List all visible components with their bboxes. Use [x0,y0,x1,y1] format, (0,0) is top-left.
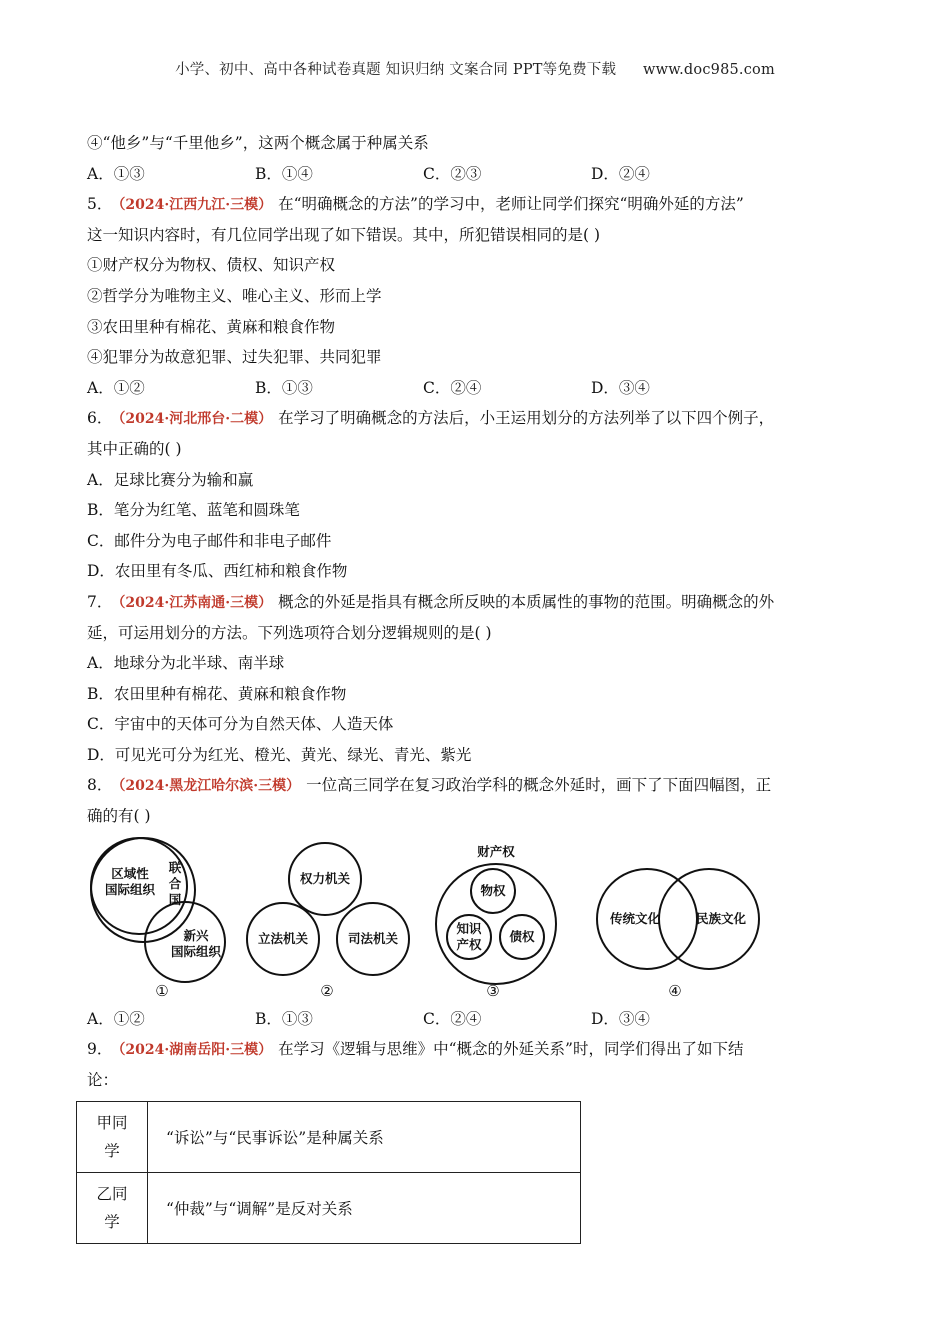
q9-number: 9． [87,1040,113,1059]
fig1-un-2: 合 [168,875,182,891]
option-b[interactable]: B．①③ [255,378,313,397]
q6-stem [87,403,867,434]
option-c[interactable]: C．②④ [423,1009,482,1028]
table-row [77,1102,581,1173]
q8-stem [87,770,867,801]
fig1-mark: ① [155,981,169,1000]
option-a[interactable]: A．足球比赛分为输和赢 [87,470,254,489]
fig3-top-label: 物权 [480,882,506,898]
q9-stem-line2: 论： [87,1070,119,1089]
q5-stem-line2: 这一知识内容时，有几位同学出现了如下错误。其中，所犯错误相同的是( ) [87,225,601,244]
option-d[interactable]: D．农田里有冬瓜、西红柿和粮食作物 [87,562,348,581]
q9-stem [87,1034,867,1065]
q9-stem-line1: 在学习《逻辑与思维》中“概念的外延关系”时，同学们得出了如下结 [278,1040,744,1059]
q8-diagrams [87,834,867,1004]
q7-stem [87,587,867,618]
q6-number: 6． [87,409,113,428]
q8-stem-line1: 一位高三同学在复习政治学科的概念外延时，画下了下面四幅图，正 [306,776,772,795]
option-b[interactable]: B．农田里种有棉花、黄麻和粮食作物 [87,684,347,703]
fig4-left-label: 传统文化 [609,910,661,926]
fig1-label-b: 国际组织 [104,881,156,897]
option-a[interactable]: A．①② [87,378,145,397]
q6-stem-line2: 其中正确的( ) [87,439,182,458]
option-c[interactable]: C．邮件分为电子邮件和非电子邮件 [87,531,332,550]
fig1-un-1: 联 [168,859,182,875]
student-name-2: 学 [104,1213,120,1232]
statement-cell: “仲裁”与“调解”是反对关系 [148,1173,581,1244]
q8-stem-line2: 确的有( ) [87,807,151,826]
fig2-right-label: 司法机关 [347,930,399,946]
option-d[interactable]: D．②④ [591,164,650,183]
option-a[interactable]: A．地球分为北半球、南半球 [87,654,285,673]
header-text: 小学、初中、高中各种试卷真题 知识归纳 文案合同 PPT等免费下载 [175,62,617,78]
student-cell [77,1173,148,1244]
q5-item: ②哲学分为唯物主义、唯心主义、形而上学 [87,286,382,305]
q6-source: （2024·河北邢台·二模） [118,411,273,428]
fig4-mark: ④ [668,981,682,1000]
fig2-top-label: 权力机关 [299,870,351,886]
option-d[interactable]: D．③④ [591,1009,650,1028]
option-b[interactable]: B．①③ [255,1009,313,1028]
fig3-lt-label-1: 知识 [456,920,482,936]
q7-stem-line2: 延，可运用划分的方法。下列选项符合划分逻辑规则的是( ) [87,623,492,642]
student-cell [77,1102,148,1173]
q7-stem-line1: 概念的外延是指具有概念所反映的本质属性的事物的范围。明确概念的外 [278,592,775,611]
q5-stem-line1: 在“明确概念的方法”的学习中，老师让同学们探究“明确外延的方法” [278,195,744,214]
q7-source: （2024·江苏南通·三模） [118,594,273,611]
option-c[interactable]: C．②④ [423,378,482,397]
student-name-2: 学 [104,1142,120,1161]
q5-stem [87,189,867,220]
fig3-lt-label-2: 产权 [456,936,482,952]
option-a[interactable]: A．①② [87,1009,145,1028]
exam-content [87,128,867,1244]
q5-source: （2024·江西九江·三模） [118,197,273,214]
fig3-outer-label: 财产权 [477,843,515,859]
q8-source: （2024·黑龙江哈尔滨·三模） [118,778,301,795]
q4-options [87,159,867,190]
student-name-1: 乙同 [96,1185,128,1204]
fig3-mark: ③ [486,981,500,1000]
q5-item: ④犯罪分为故意犯罪、过失犯罪、共同犯罪 [87,348,382,367]
venn-diagrams [87,834,867,1004]
fig1-label-a: 区域性 [111,865,149,881]
header-url[interactable]: www.doc985.com [642,62,775,78]
fig3-right-label: 债权 [509,928,535,944]
q9-conclusion-table [76,1101,581,1244]
q8-options [87,1004,867,1035]
student-name-1: 甲同 [96,1114,128,1133]
q5-options [87,373,867,404]
q5-item: ①财产权分为物权、债权、知识产权 [87,256,336,275]
fig2-mark: ② [320,981,334,1000]
option-a[interactable]: A．①③ [87,164,145,183]
page-header [0,58,950,79]
fig1-new-1: 新兴 [183,927,209,943]
table-row [77,1173,581,1244]
fig2-left-label: 立法机关 [257,930,309,946]
q6-stem-line1: 在学习了明确概念的方法后，小王运用划分的方法列举了以下四个例子， [278,409,775,428]
option-c[interactable]: C．②③ [423,164,482,183]
fig3-property-right-circle [436,864,556,984]
fig1-un-3: 国 [168,891,182,907]
q5-item: ③农田里种有棉花、黄麻和粮食作物 [87,317,336,336]
option-d[interactable]: D．③④ [591,378,650,397]
fig1-new-2: 国际组织 [170,943,222,959]
statement-cell: “诉讼”与“民事诉讼”是种属关系 [148,1102,581,1173]
option-c[interactable]: C．宇宙中的天体可分为自然天体、人造天体 [87,715,394,734]
q4-item4: ④“他乡”与“千里他乡”，这两个概念属于种属关系 [87,134,429,152]
fig4-right-label: 民族文化 [695,910,747,926]
q5-number: 5． [87,195,113,214]
q9-source: （2024·湖南岳阳·三模） [118,1042,273,1059]
q8-number: 8． [87,776,113,795]
option-b[interactable]: B．笔分为红笔、蓝笔和圆珠笔 [87,501,300,520]
q7-number: 7． [87,592,113,611]
option-b[interactable]: B．①④ [255,164,313,183]
option-d[interactable]: D．可见光可分为红光、橙光、黄光、绿光、青光、紫光 [87,745,472,764]
